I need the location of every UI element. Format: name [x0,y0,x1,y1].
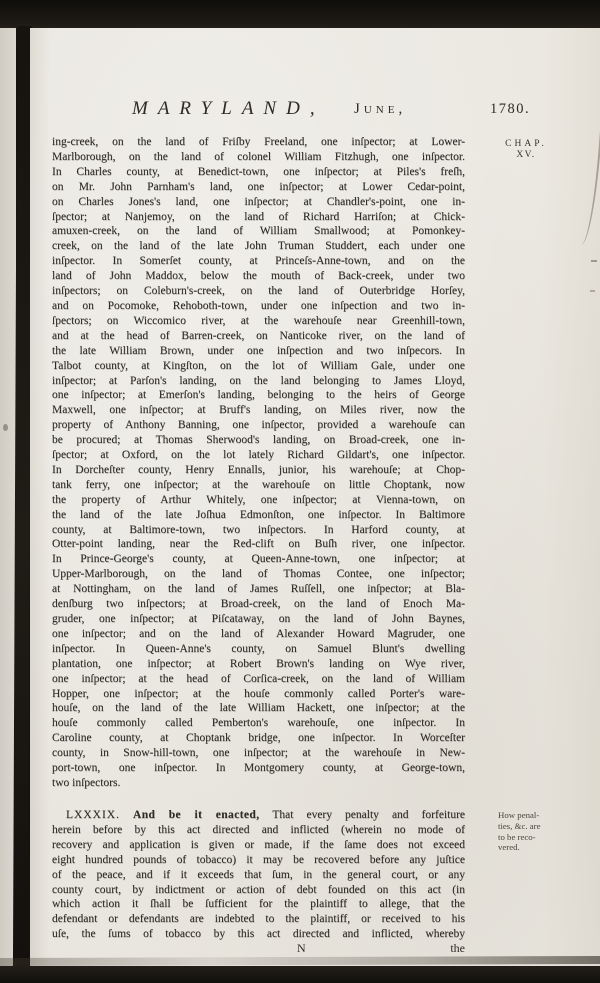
text-line: uſe, the ſums of tobacco by this act directed and inflicted, whereby [52,928,465,941]
text-line: county, at Baltimore-town, two inſpectors. In Harford county, at [52,523,465,536]
running-head-month: June, [354,101,407,117]
chapter-label: CHAP. [505,139,547,149]
text-line: inſpector. In Somerſet county, at Princeſs-Anne-town, and on the [52,255,465,268]
text-line: houſe commonly called Pemberton's warehouſe, one inſpector. In [52,717,465,730]
text-line: of the peace, and if it exceeds that ſum, in the general court, or any [52,868,465,881]
statute-paragraph-inspectors [52,135,465,791]
page-footer-row [52,941,465,957]
margin-note-penalties [498,810,576,853]
text-line: county, in Snow-hill-town, one inſpector; at the warehouſe in New- [52,747,465,760]
text-line: two inſpectors. [52,776,121,789]
text-line: recovery and application is given or made, if the ſame does not exceed [52,838,465,851]
enacting-phrase-blackletter: And be it enacted, [133,809,260,821]
text-line: inſpectors; on Coleburn's-creek, on the land of Outerbridge Horſey, [52,285,465,298]
text-line: land of John Maddox, below the mouth of Back-creek, under two [52,270,465,283]
text-line: inſpector; at Parſon's landing, on the land belonging to James Lloyd, [52,374,465,387]
scan-artifact-speck [591,260,597,262]
margin-note-line: vered. [498,842,520,853]
text-line: Marlborough, on the land of colonel William Fitzhugh, one inſpector. [52,150,465,163]
text-line: which action it ſhall be ſufficient for the plaintiff to allege, that the [52,898,465,911]
text-line: one inſpector; at Emerſon's landing, belonging to the heirs of George [52,389,465,402]
margin-note-line: to be reco- [498,831,536,842]
text-line: creek, on the land of the late John Truman Studdert, each under one [52,240,465,253]
text-line: amuxen-creek, on the land of William Smallwood; at Pomonkey- [52,225,465,238]
text-line: Caroline county, at Choptank bridge, one inſpector. In Worceſter [52,732,465,745]
text-line: port-town, one inſpector. In Montgomery county, at George-town, [52,762,465,775]
text-line: defendant or defendants are indebted to the plaintiff, or received to his [52,913,465,926]
scan-artifact-speck [3,424,8,431]
text-line: the property of Arthur Whitely, one inſpector; at Vienna-town, on [52,493,465,506]
section-number: LXXXIX. [66,809,120,821]
scan-artifact-speck [590,290,595,292]
scan-edge-bottom [0,966,600,983]
chapter-number: XV. [516,150,536,160]
margin-note-line: How penal- [498,810,540,820]
text-line: ing-creek, on the land of Friſby Freeland, one inſpector; at Lower- [52,136,465,148]
text-line: In Charles county, at Benedict-town, one inſpector; at Piles's freſh, [52,165,465,178]
catchword: the [450,941,465,955]
text-line: one inſpector; at the head of Corſica-creek, on the land of William [52,672,465,685]
text-line: be procured; at Thomas Sherwood's landing, on Broad-creek, one in- [52,434,465,447]
text-line: Maxwell, one inſpector; at Bruff's landing, on Miles river, now the [52,404,465,417]
text-line: eight hundred pounds of tobacco) it may be recovered before any juſtice [52,853,465,866]
scan-artifact-crease [578,130,600,246]
text-line: In Dorcheſter county, Henry Ennalls, junior, his warehouſe; at Chop- [52,463,465,476]
section-first-line-text: That every penalty and forfeiture [272,809,466,821]
text-line: Talbot county, at Kingſton, on the lot of William Gale, under one [52,359,465,372]
running-head-year: 1780. [490,101,531,117]
text-line: the late William Brown, under one inſpection and two inſpecors. In [52,344,465,357]
text-line: Upper-Marlborough, on the land of Thomas Contee, one inſpector; [52,568,465,581]
section-heading-line [52,808,465,823]
text-line: gruder, one inſpector; at Piſcataway, on the land of John Baynes, [52,613,465,625]
text-line: and on Pocomoke, Rehoboth-town, under one inſpection and two in- [52,299,465,312]
text-line: county court, by indictment or action of debt founded on this act (in [52,883,465,896]
margin-note-chapter [496,139,556,160]
text-line: denſburg two inſpectors; at Broad-creek, on the land of Enoch Ma- [52,598,465,611]
text-line: the land of the late Joſhua Edmonſton, one inſpector. In Baltimore [52,508,465,521]
text-line: tank ferry, one inſpector; at the warehouſe on little Choptank, now [52,478,465,491]
text-line: In Prince-George's county, at Queen-Anne-town, one inſpector; at [52,553,465,566]
text-line: and at the head of Barren-creek, on Nanticoke river, on the land of [52,329,465,342]
text-line: inſpector. In Queen-Anne's county, on Samuel Blunt's dwelling [52,642,465,655]
text-line: one inſpector; and on the land of Alexander Howard Magruder, one [52,627,465,640]
text-line: at Nottingham, on the land of James Ruſſell, one inſpector; at Bla- [52,583,465,596]
text-line: Hopper, one inſpector; at the houſe commonly called Porter's ware- [52,687,465,700]
margin-note-line: ties, &c. are [498,820,541,831]
scan-edge-top [0,0,600,28]
text-line: Otter-point landing, near the Red-clift on Buſh river, one inſpector. [52,538,465,551]
text-line: ſpector; at Nanjemoy, on the land of Richard Harriſon; at Chick- [52,210,465,223]
running-header [30,98,600,128]
statute-section-lxxxix [52,808,465,942]
document-page [30,28,600,966]
running-head-title: MARYLAND, [132,98,325,119]
text-line: property of Anthony Banning, one inſpector, provided a warehouſe can [52,419,465,432]
signature-mark: N [297,941,307,955]
text-line: ſpector; at Oxford, on the lot lately Richard Gildart's, one inſpector. [52,449,465,462]
text-line: on Mr. John Parnham's land, one inſpector; at Lower Cedar-point, [52,180,465,193]
text-line: plantation, one inſpector; at Robert Brown's landing on Wye river, [52,657,465,670]
text-line: on Charles Jones's land, one inſpector; at Chandler's-point, one in- [52,195,465,208]
text-line: houſe, on the land of the late William Hackett, one inſpector; at the [52,702,465,715]
text-line: ſpectors; on Wiccomico river, at the warehouſe near Greenhill-town, [52,314,465,327]
text-line: herein before by this act directed and inflicted (wherein no mode of [52,823,465,836]
